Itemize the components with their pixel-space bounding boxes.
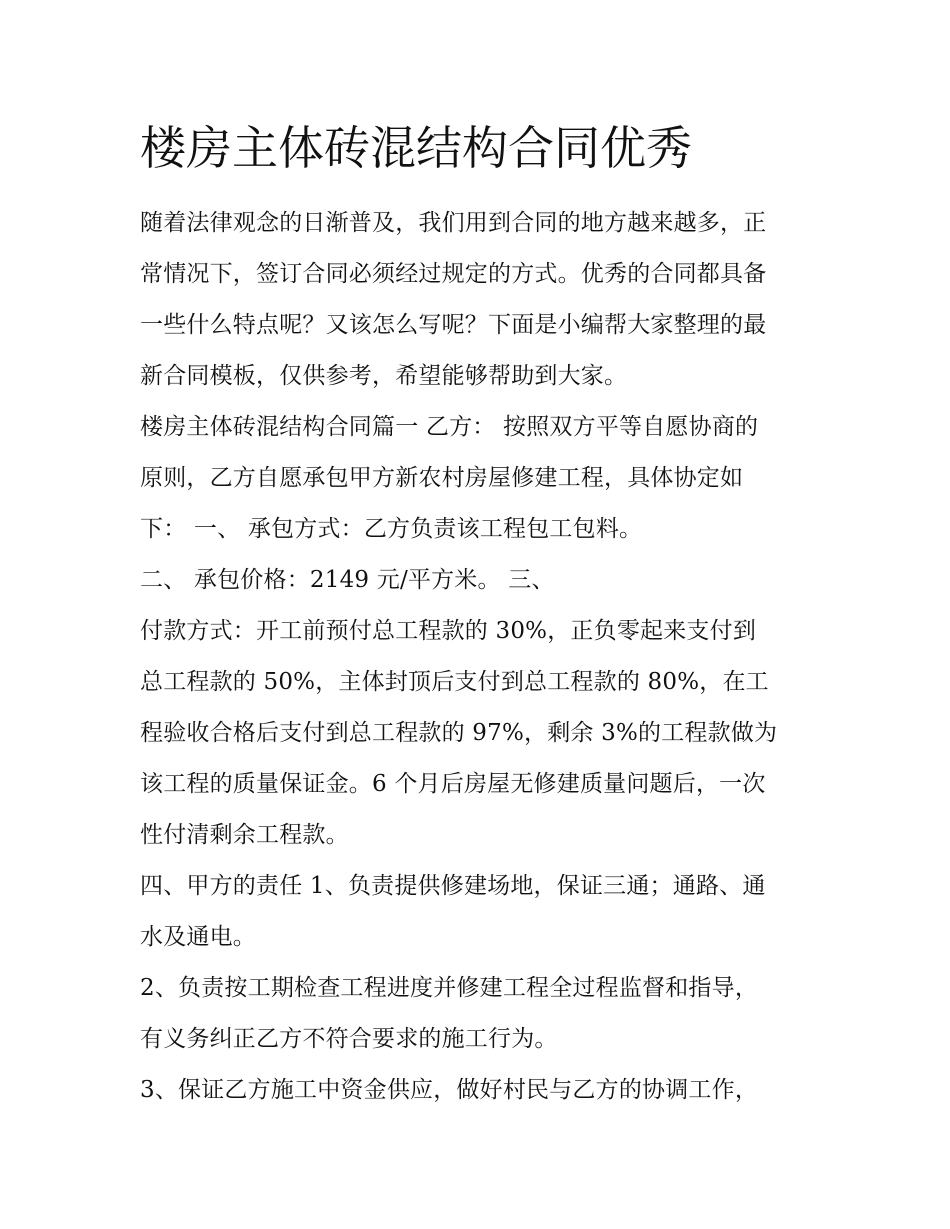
text-line: 常情况下，签订合同必须经过规定的方式。优秀的合同都具备: [140, 261, 767, 287]
text-line: 随着法律观念的日渐普及，我们用到合同的地方越来越多，正: [140, 210, 767, 236]
text-line: 二、 承包价格：2149 元/平方米。 三、: [140, 567, 555, 593]
text-line: 总工程款的 50%，主体封顶后支付到总工程款的 80%，在工: [140, 669, 769, 695]
text-line: 四、甲方的责任 1、负责提供修建场地，保证三通；通路、通: [140, 873, 766, 899]
text-line: 原则，乙方自愿承包甲方新农村房屋修建工程，具体协定如: [140, 465, 744, 491]
text-line: 付款方式：开工前预付总工程款的 30%，正负零起来支付到: [140, 618, 757, 644]
text-line: 3、保证乙方施工中资金供应，做好村民与乙方的协调工作，: [140, 1077, 759, 1103]
text-line: 水及通电。: [140, 924, 256, 950]
text-line: 程验收合格后支付到总工程款的 97%，剩余 3%的工程款做为: [140, 720, 778, 746]
text-line: 性付清剩余工程款。: [140, 822, 349, 848]
document-body: [140, 112, 820, 1116]
text-line: 该工程的质量保证金。6 个月后房屋无修建质量问题后，一次: [140, 771, 766, 797]
text-line: 2、负责按工期检查工程进度并修建工程全过程监督和指导，: [140, 975, 759, 1001]
text-line: 有义务纠正乙方不符合要求的施工行为。: [140, 1026, 558, 1052]
text-line: 下： 一、 承包方式：乙方负责该工程包工包料。: [140, 516, 643, 542]
text-line: 新合同模板，仅供参考，希望能够帮助到大家。: [140, 363, 628, 389]
document-title: 楼房主体砖混结构合同优秀: [140, 121, 692, 175]
text-line: 楼房主体砖混结构合同篇一 乙方： 按照双方平等自愿协商的: [140, 414, 759, 440]
text-line: 一些什么特点呢？又该怎么写呢？下面是小编帮大家整理的最: [140, 312, 767, 338]
